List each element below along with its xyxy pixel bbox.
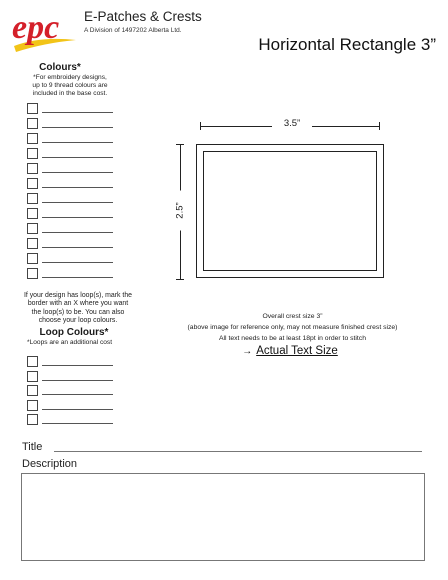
text-size-requirement: All text needs to be at least 18pt in order to stitch (219, 335, 366, 342)
loop-colour-name-field[interactable] (42, 423, 113, 424)
colours-note (24, 74, 116, 99)
title-field[interactable] (54, 451, 422, 452)
arrow-right-icon: → (242, 346, 253, 357)
colour-row (27, 118, 113, 129)
colour-checkbox[interactable] (27, 118, 38, 129)
loop-note-line: border with an X where you want (27, 300, 129, 308)
width-label: 3.5” (272, 118, 312, 129)
reference-disclaimer: (above image for reference only, may not measure finished crest size) (187, 324, 398, 331)
colour-checkbox[interactable] (27, 193, 38, 204)
loop-colour-name-field[interactable] (42, 365, 113, 366)
colour-checkbox[interactable] (27, 253, 38, 264)
colour-row (27, 178, 113, 189)
actual-text-size-label: Actual Text Size (256, 345, 338, 357)
loop-colour-row (27, 371, 113, 382)
loop-colour-name-field[interactable] (42, 409, 113, 410)
colour-row (27, 163, 113, 174)
height-label: 2.5” (175, 191, 186, 231)
loop-colour-name-field[interactable] (42, 394, 113, 395)
loop-instructions (18, 292, 138, 326)
loop-colour-checkbox[interactable] (27, 371, 38, 382)
colour-row (27, 253, 113, 264)
loop-note-line: If your design has loop(s), mark the (23, 292, 132, 299)
description-label: Description (22, 458, 78, 470)
colour-checkbox[interactable] (27, 178, 38, 189)
colour-name-field[interactable] (42, 157, 113, 158)
colour-row (27, 208, 113, 219)
colour-name-field[interactable] (42, 232, 113, 233)
colour-name-field[interactable] (42, 127, 113, 128)
loop-colours-title: Loop Colours* (39, 327, 109, 338)
loop-colour-checkbox[interactable] (27, 400, 38, 411)
colour-row (27, 133, 113, 144)
colours-note-line: *For embroidery designs, (33, 74, 107, 81)
description-field[interactable] (21, 473, 425, 561)
colours-note-line: included in the base cost. (32, 90, 108, 98)
actual-text-size-sample (200, 345, 380, 357)
loop-colour-checkbox[interactable] (27, 414, 38, 425)
colour-checkbox[interactable] (27, 148, 38, 159)
title-label: Title (22, 441, 43, 453)
brand-subtitle: A Division of 1497202 Alberta Ltd. (84, 27, 182, 34)
loop-colour-checkbox[interactable] (27, 356, 38, 367)
loop-colour-row (27, 356, 113, 367)
epc-logo (10, 6, 80, 56)
colour-name-field[interactable] (42, 172, 113, 173)
colour-row (27, 238, 113, 249)
colour-checkbox[interactable] (27, 163, 38, 174)
loop-colour-checkbox[interactable] (27, 385, 38, 396)
colour-name-field[interactable] (42, 187, 113, 188)
crest-design-area[interactable] (203, 151, 377, 271)
loop-colours-note: *Loops are an additional cost (27, 339, 113, 346)
colour-row (27, 148, 113, 159)
colour-name-field[interactable] (42, 112, 113, 113)
colour-checkbox[interactable] (27, 268, 38, 279)
colour-name-field[interactable] (42, 217, 113, 218)
colours-title: Colours* (39, 62, 81, 73)
colour-name-field[interactable] (42, 262, 113, 263)
colour-checkbox[interactable] (27, 238, 38, 249)
loop-note-line: choose your loop colours. (38, 317, 118, 325)
loop-colour-row (27, 414, 113, 425)
colours-note-line: up to 9 thread colours are (32, 82, 108, 90)
colour-name-field[interactable] (42, 202, 113, 203)
crest-size-info: Overall crest size 3” (262, 313, 323, 320)
colour-row (27, 193, 113, 204)
colour-checkbox[interactable] (27, 133, 38, 144)
page-title: Horizontal Rectangle 3” (258, 35, 436, 54)
loop-note-line: the loop(s) to be. You can also (31, 308, 125, 316)
colour-checkbox[interactable] (27, 208, 38, 219)
colour-row (27, 268, 113, 279)
colour-checkbox[interactable] (27, 223, 38, 234)
colour-name-field[interactable] (42, 247, 113, 248)
colour-row (27, 103, 113, 114)
colour-checkbox[interactable] (27, 103, 38, 114)
loop-colour-row (27, 400, 113, 411)
colour-name-field[interactable] (42, 277, 113, 278)
colour-name-field[interactable] (42, 142, 113, 143)
loop-colour-name-field[interactable] (42, 380, 113, 381)
logo-text: epc (12, 9, 60, 46)
loop-colour-row (27, 385, 113, 396)
colour-row (27, 223, 113, 234)
brand-name: E-Patches & Crests (84, 9, 202, 24)
